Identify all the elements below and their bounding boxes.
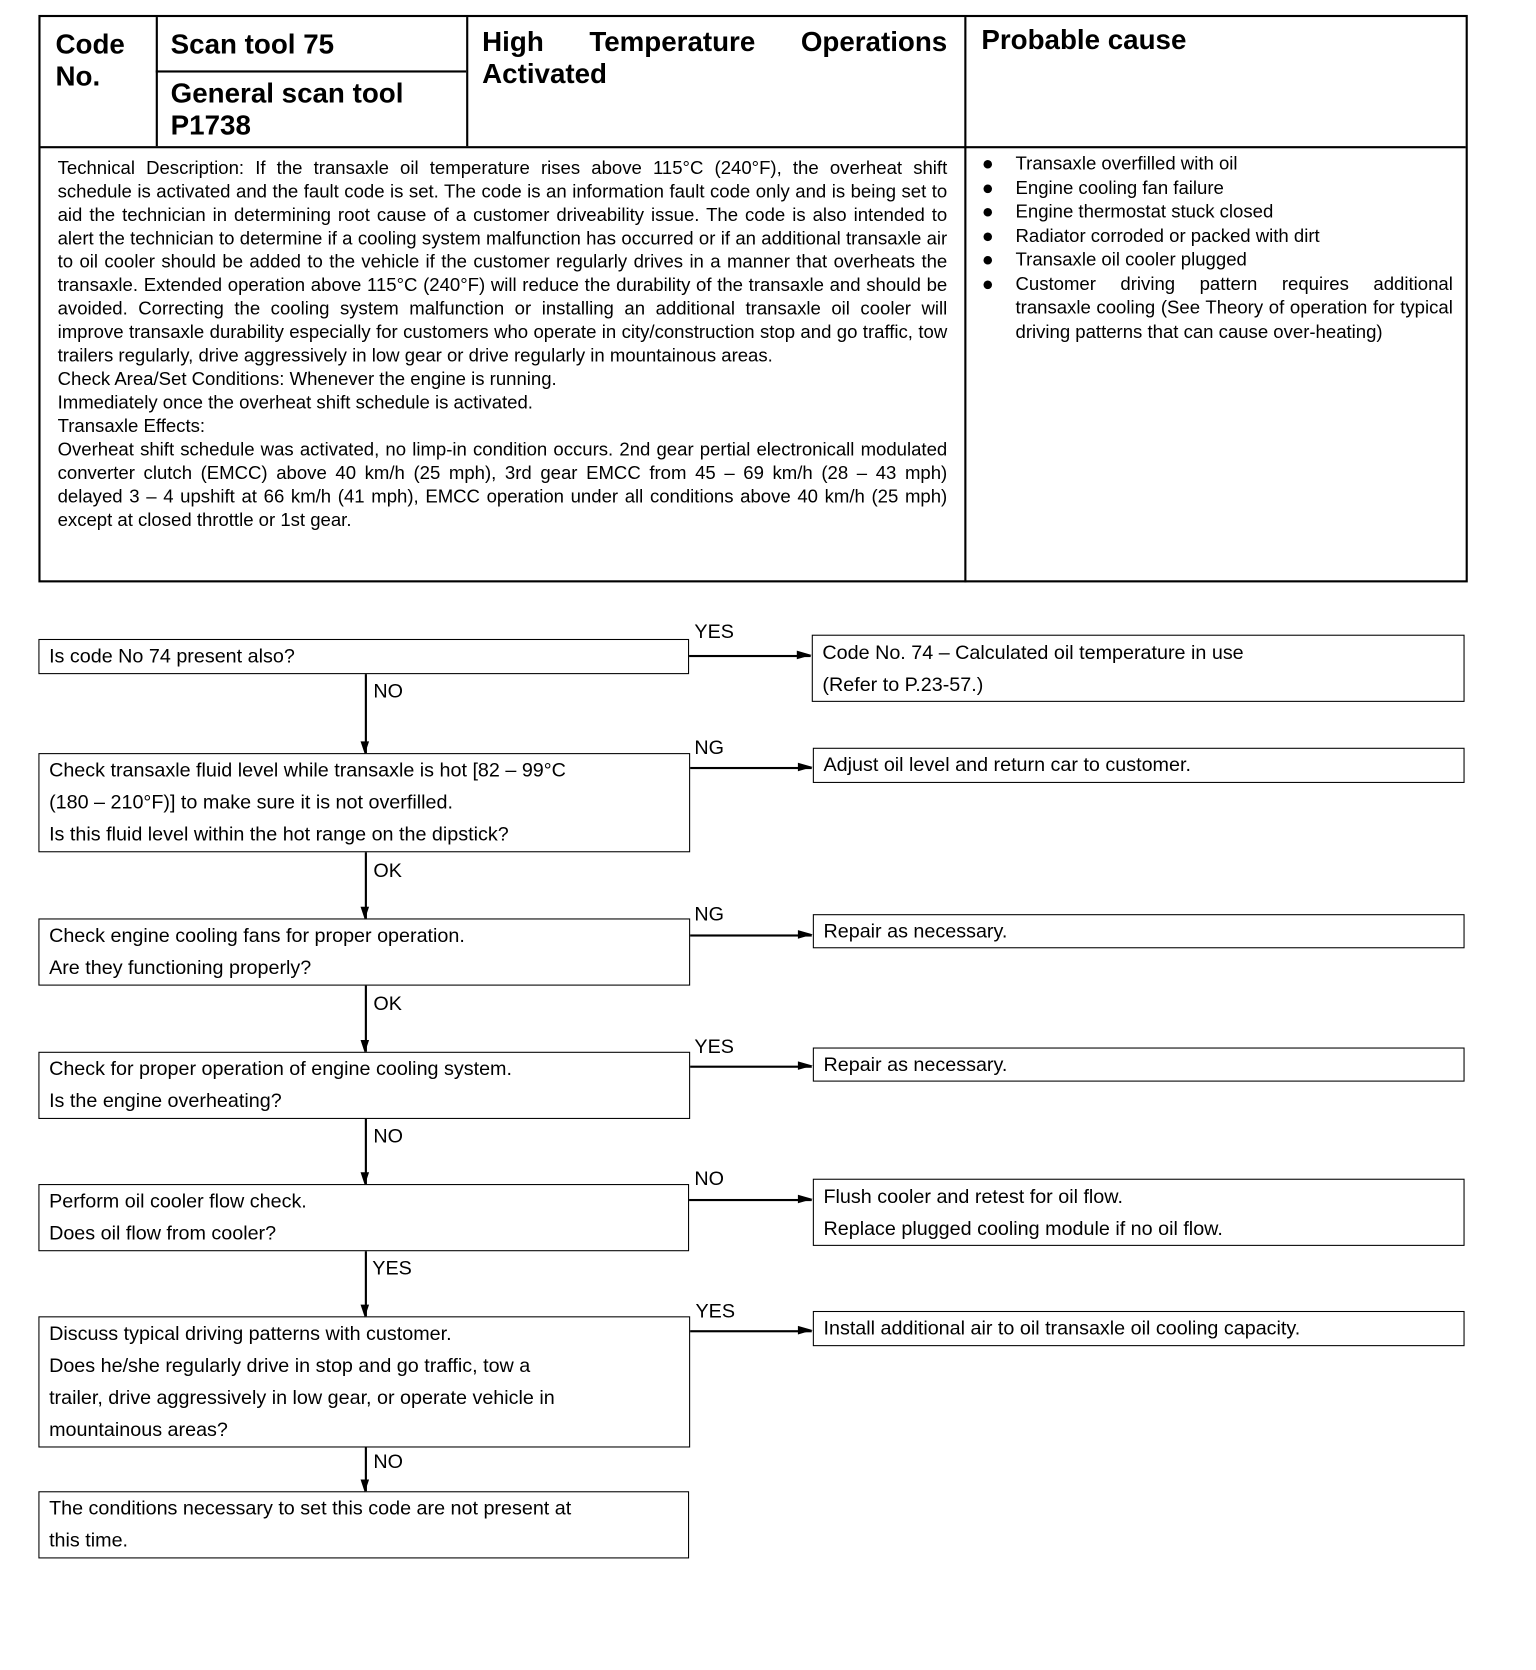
set-condition-text: Immediately once the overheat shift schedule is activated. — [57, 391, 533, 413]
divider — [41, 146, 1466, 148]
step-text: Discuss typical driving patterns with customer. — [49, 1321, 452, 1345]
arrow-down — [365, 1251, 367, 1316]
branch-label: NO — [373, 679, 403, 702]
step-box — [38, 918, 690, 985]
transaxle-effects-text: Overheat shift schedule was activated, no limp-in condition occurs. 2nd gear pertial electronicall modulated converter clutch (EMCC) above 40 km/h (25 mph), 3rd gear EMCC from 45 – 69 km/h (28 – 43 mph) delayed 3 – 4 upshift at 66 km/h (41 mph), EMCC operation under all conditions above 40 km/h (25 mph) except at closed throttle or 1st gear. — [57, 438, 948, 531]
branch-label: NO — [373, 1449, 403, 1473]
branch-label: NG — [694, 902, 725, 925]
step-text: Check transaxle fluid level while transaxle is hot [82 – 99°C — [49, 758, 566, 781]
result-text: (Refer to P.23-57.) — [822, 673, 984, 696]
branch-label: OK — [373, 992, 402, 1015]
general-scan-tool: General scan tool P1738 — [170, 76, 404, 141]
arrow-right — [690, 934, 812, 936]
branch-label: NO — [694, 1166, 725, 1190]
step-text: (180 – 210°F)] to make sure it is not overfilled. — [49, 790, 453, 813]
step-box — [38, 1052, 690, 1119]
arrow-right — [689, 655, 811, 657]
step-text: The conditions necessary to set this code are not present at — [49, 1496, 572, 1519]
divider — [156, 17, 158, 146]
step-box — [38, 1184, 689, 1251]
arrow-down — [365, 852, 367, 918]
result-text: Install additional air to oil transaxle oil cooling capacity. — [823, 1316, 1301, 1339]
cause-item: Engine thermostat stuck closed — [966, 199, 1452, 223]
result-text: Code No. 74 – Calculated oil temperature in use — [822, 641, 1244, 664]
result-box — [813, 1311, 1465, 1346]
step-text: mountainous areas? — [49, 1417, 228, 1441]
technical-description — [58, 156, 948, 531]
divider — [156, 70, 466, 72]
cause-item: Engine cooling fan failure — [966, 175, 1452, 199]
result-text: Repair as necessary. — [823, 919, 1008, 942]
arrow-right — [690, 1330, 812, 1332]
result-text: Adjust oil level and return car to customer. — [823, 753, 1191, 776]
cause-item: Transaxle overfilled with oil — [966, 151, 1452, 175]
branch-label: YES — [695, 1299, 735, 1322]
step-text: Is code No 74 present also? — [49, 644, 295, 667]
probable-cause-list — [966, 151, 1452, 343]
branch-label: YES — [694, 1034, 734, 1058]
check-area-text: Check Area/Set Conditions: Whenever the engine is running. — [57, 368, 557, 390]
result-box — [812, 635, 1465, 702]
scan-tool: Scan tool 75 — [170, 27, 335, 60]
code-label: Code No. — [55, 27, 125, 92]
divider — [466, 17, 468, 146]
result-text: Replace plugged cooling module if no oil flow. — [823, 1217, 1223, 1240]
arrow-down — [365, 986, 367, 1052]
result-box — [813, 748, 1465, 783]
branch-label: YES — [694, 619, 734, 643]
branch-label: YES — [372, 1256, 412, 1279]
probable-cause-label: Probable cause — [981, 23, 1187, 56]
step-box — [38, 753, 690, 852]
arrow-down — [365, 1448, 367, 1492]
dtc-title: High Temperature Operations Activated — [482, 25, 948, 90]
arrow-down — [365, 674, 367, 753]
arrow-right — [690, 1066, 812, 1068]
step-text: Does he/she regularly drive in stop and go traffic, tow a — [49, 1353, 531, 1377]
step-text: Are they functioning properly? — [49, 955, 312, 979]
branch-label: NG — [694, 736, 725, 759]
description-text: Technical Description: If the transaxle oil temperature rises above 115°C (240°F), the overheat shift schedule is activated and the fault code is set. The code is an information fault code only and is being set to aid the technician in determining root cause of a customer driveability issue. The code is also intended to alert the technician to determine if a cooling system malfunction has occurred or if an additional transaxle air to oil cooler should be added to the vehicle if the customer regularly drives in a manner that overheats the transaxle. Extended operation above 115°C (240°F) will reduce the durability of the transaxle and should be avoided. Correcting the cooling system malfunction or installing an additional transaxle oil cooler will improve transaxle durability especially for customers who operate in city/construction stop and go traffic, tow trailers regularly, drive aggressively in low gear or drive regularly in mountainous areas. — [57, 156, 948, 366]
branch-label: OK — [373, 858, 402, 882]
result-box — [813, 1179, 1465, 1246]
step-text: Check for proper operation of engine cooling system. — [49, 1057, 512, 1080]
branch-label: NO — [373, 1124, 403, 1147]
arrow-right — [689, 1199, 812, 1201]
step-box — [38, 1316, 690, 1447]
step-text: Does oil flow from cooler? — [49, 1221, 277, 1244]
step-text: Perform oil cooler flow check. — [49, 1189, 307, 1212]
step-box — [38, 639, 689, 674]
result-box — [813, 914, 1465, 948]
cause-item: Radiator corroded or packed with dirt — [966, 223, 1452, 247]
transaxle-effects-label: Transaxle Effects: — [57, 414, 206, 437]
result-text: Repair as necessary. — [823, 1052, 1008, 1076]
step-text: Check engine cooling fans for proper operation. — [49, 923, 465, 947]
step-text: Is the engine overheating? — [49, 1089, 282, 1112]
cause-item: Transaxle oil cooler plugged — [966, 247, 1452, 271]
arrow-right — [690, 767, 812, 769]
dtc-table — [38, 15, 1467, 582]
result-text: Flush cooler and retest for oil flow. — [823, 1185, 1123, 1208]
arrow-down — [365, 1119, 367, 1184]
step-text: trailer, drive aggressively in low gear, or operate vehicle in — [49, 1385, 555, 1409]
step-box — [38, 1491, 689, 1558]
step-text: Is this fluid level within the hot range on the dipstick? — [49, 822, 509, 845]
cause-item: Customer driving pattern requires additional transaxle cooling (See Theory of operation for typical driving patterns that can cause over-heating) — [966, 271, 1452, 343]
result-box — [813, 1047, 1465, 1081]
step-text: this time. — [49, 1528, 129, 1551]
